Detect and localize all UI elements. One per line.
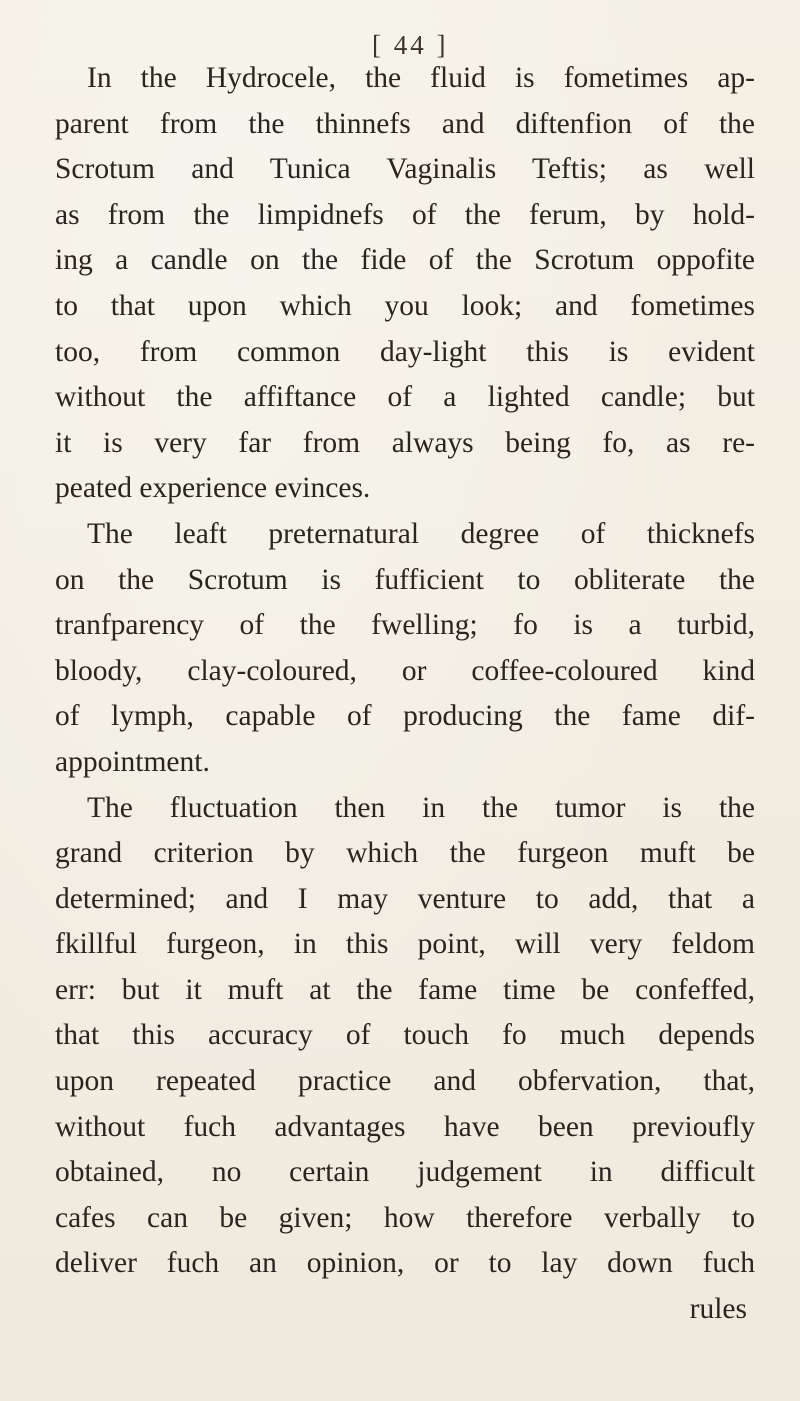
page-number: [ 44 ] (372, 30, 449, 60)
text-line: peated experience evinces. (55, 472, 371, 505)
text-line: Scrotum and Tunica Vaginalis Teftis; as well (55, 153, 755, 186)
text-line: bloody, clay-coloured, or coffee-coloured kind (55, 654, 755, 687)
text-line: deliver fuch an opinion, or to lay down fuch (55, 1247, 755, 1280)
text-line: without the affiftance of a lighted candle; but (55, 381, 755, 414)
text-line: parent from the thinnefs and diftenfion of the (55, 107, 755, 140)
catchword: rules (689, 1293, 747, 1326)
text-line: In the Hydrocele, the fluid is fometimes ap- (87, 62, 755, 94)
text-line: err: but it muft at the fame time be confeffed, (55, 973, 755, 1006)
text-line: tranfparency of the fwelling; fo is a turbid, (55, 609, 755, 642)
text-line: that this accuracy of touch fo much depends (55, 1019, 755, 1052)
text-line: ing a candle on the fide of the Scrotum oppofite (55, 244, 755, 277)
text-line: on the Scrotum is fufficient to obliterate the (55, 563, 755, 596)
text-line: fkillful furgeon, in this point, will very feldom (55, 928, 755, 961)
text-line: it is very far from always being fo, as re- (55, 426, 755, 459)
text-line: obtained, no certain judgement in difficult (55, 1156, 755, 1189)
text-line: The leaft preternatural degree of thicknefs (87, 517, 755, 550)
text-line: of lymph, capable of producing the fame dif- (55, 700, 755, 733)
text-line: upon repeated practice and obfervation, that, (55, 1065, 755, 1098)
text-line: grand criterion by which the furgeon muft be (55, 837, 755, 870)
text-line: The fluctuation then in the tumor is the (87, 791, 755, 824)
text-line: to that upon which you look; and fometimes (55, 289, 755, 322)
text-line: appointment. (55, 745, 210, 778)
text-line: too, from common day-light this is evident (55, 335, 755, 368)
text-line: without fuch advantages have been previoufly (55, 1110, 755, 1143)
body-text (55, 56, 755, 1333)
text-line: determined; and I may venture to add, that a (55, 882, 755, 915)
text-line: as from the limpidnefs of the ferum, by hold- (55, 198, 755, 231)
text-line: cafes can be given; how therefore verbally to (55, 1201, 755, 1234)
